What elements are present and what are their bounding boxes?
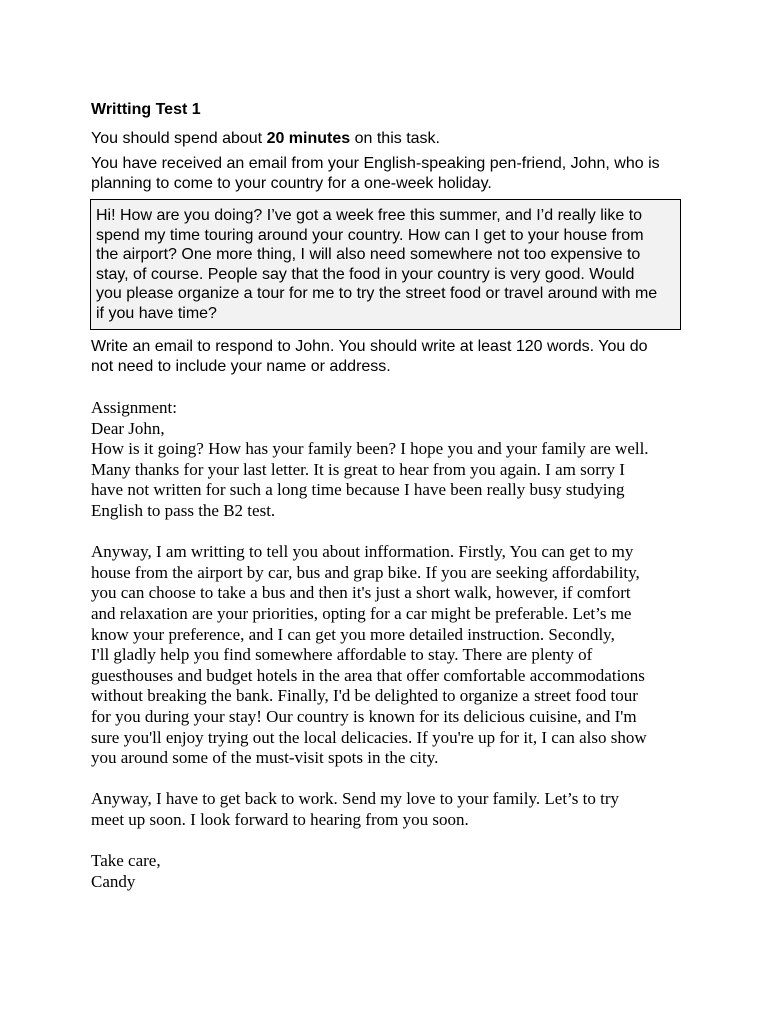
time-prefix: You should spend about <box>91 129 267 147</box>
letter-paragraph-2 <box>91 542 681 769</box>
letter-line: I'll gladly help you find somewhere affordable to stay. There are plenty of <box>91 645 593 665</box>
email-line: you please organize a tour for me to try the street food or travel around with me <box>96 285 658 302</box>
letter-line: house from the airport by car, bus and grap bike. If you are seeking affordability, <box>91 562 640 582</box>
letter-salutation: Dear John, <box>91 418 165 438</box>
document-page <box>91 100 681 892</box>
friend-email-box <box>90 199 681 330</box>
letter-line: Anyway, I have to get back to work. Send my love to your family. Let’s to try <box>91 789 619 809</box>
assignment-heading: Assignment: <box>91 398 177 417</box>
assignment-letter <box>91 398 681 892</box>
letter-line: you can choose to take a bus and then it's just a short walk, however, if comfort <box>91 583 631 603</box>
test-title: Writting Test 1 <box>91 101 201 118</box>
writing-instruction <box>91 337 681 376</box>
letter-line: Many thanks for your last letter. It is great to hear from you again. I am sorry I <box>91 459 625 479</box>
time-instruction <box>91 129 681 149</box>
task-intro-line: planning to come to your country for a one-week holiday. <box>91 174 492 192</box>
letter-line: meet up soon. I look forward to hearing from you soon. <box>91 809 469 829</box>
email-line: stay, of course. People say that the food in your country is very good. Would <box>96 265 635 283</box>
email-line: the airport? One more thing, I will also need somewhere not too expensive to <box>96 246 641 263</box>
letter-line: and relaxation are your priorities, opting for a car might be preferable. Let’s me <box>91 603 632 623</box>
letter-line: sure you'll enjoy trying out the local delicacies. If you're up for it, I can also show <box>91 727 647 747</box>
task-intro-line: You have received an email from your English-speaking pen-friend, John, who is <box>91 155 660 172</box>
instruction-line: not need to include your name or address. <box>91 357 391 375</box>
instruction-line: Write an email to respond to John. You should write at least 120 words. You do <box>91 338 648 355</box>
time-bold: 20 minutes <box>266 129 351 147</box>
letter-line: without breaking the bank. Finally, I'd be delighted to organize a street food tour <box>91 686 638 706</box>
letter-line: guesthouses and budget hotels in the area that offer comfortable accommodations <box>91 665 645 685</box>
email-line: if you have time? <box>96 304 217 322</box>
letter-line: have not written for such a long time because I have been really busy studying <box>91 480 625 500</box>
letter-line: for you during your stay! Our country is known for its delicious cuisine, and I'm <box>91 706 637 726</box>
time-suffix: on this task. <box>350 129 440 147</box>
letter-paragraph-1 <box>91 439 681 521</box>
email-line: spend my time touring around your country. How can I get to your house from <box>96 226 644 244</box>
letter-line: How is it going? How has your family been? I hope you and your family are well. <box>91 439 649 459</box>
letter-line: English to pass the B2 test. <box>91 500 276 520</box>
letter-signature: Candy <box>91 871 136 891</box>
letter-line: Anyway, I am writting to tell you about infformation. Firstly, You can get to my <box>91 542 634 562</box>
letter-line: you around some of the must-visit spots in the city. <box>91 748 439 768</box>
email-line: Hi! How are you doing? I’ve got a week free this summer, and I’d really like to <box>96 207 643 224</box>
letter-paragraph-3 <box>91 789 681 830</box>
task-intro <box>91 154 681 193</box>
letter-closing: Take care, <box>91 851 161 871</box>
letter-line: know your preference, and I can get you more detailed instruction. Secondly, <box>91 624 615 644</box>
